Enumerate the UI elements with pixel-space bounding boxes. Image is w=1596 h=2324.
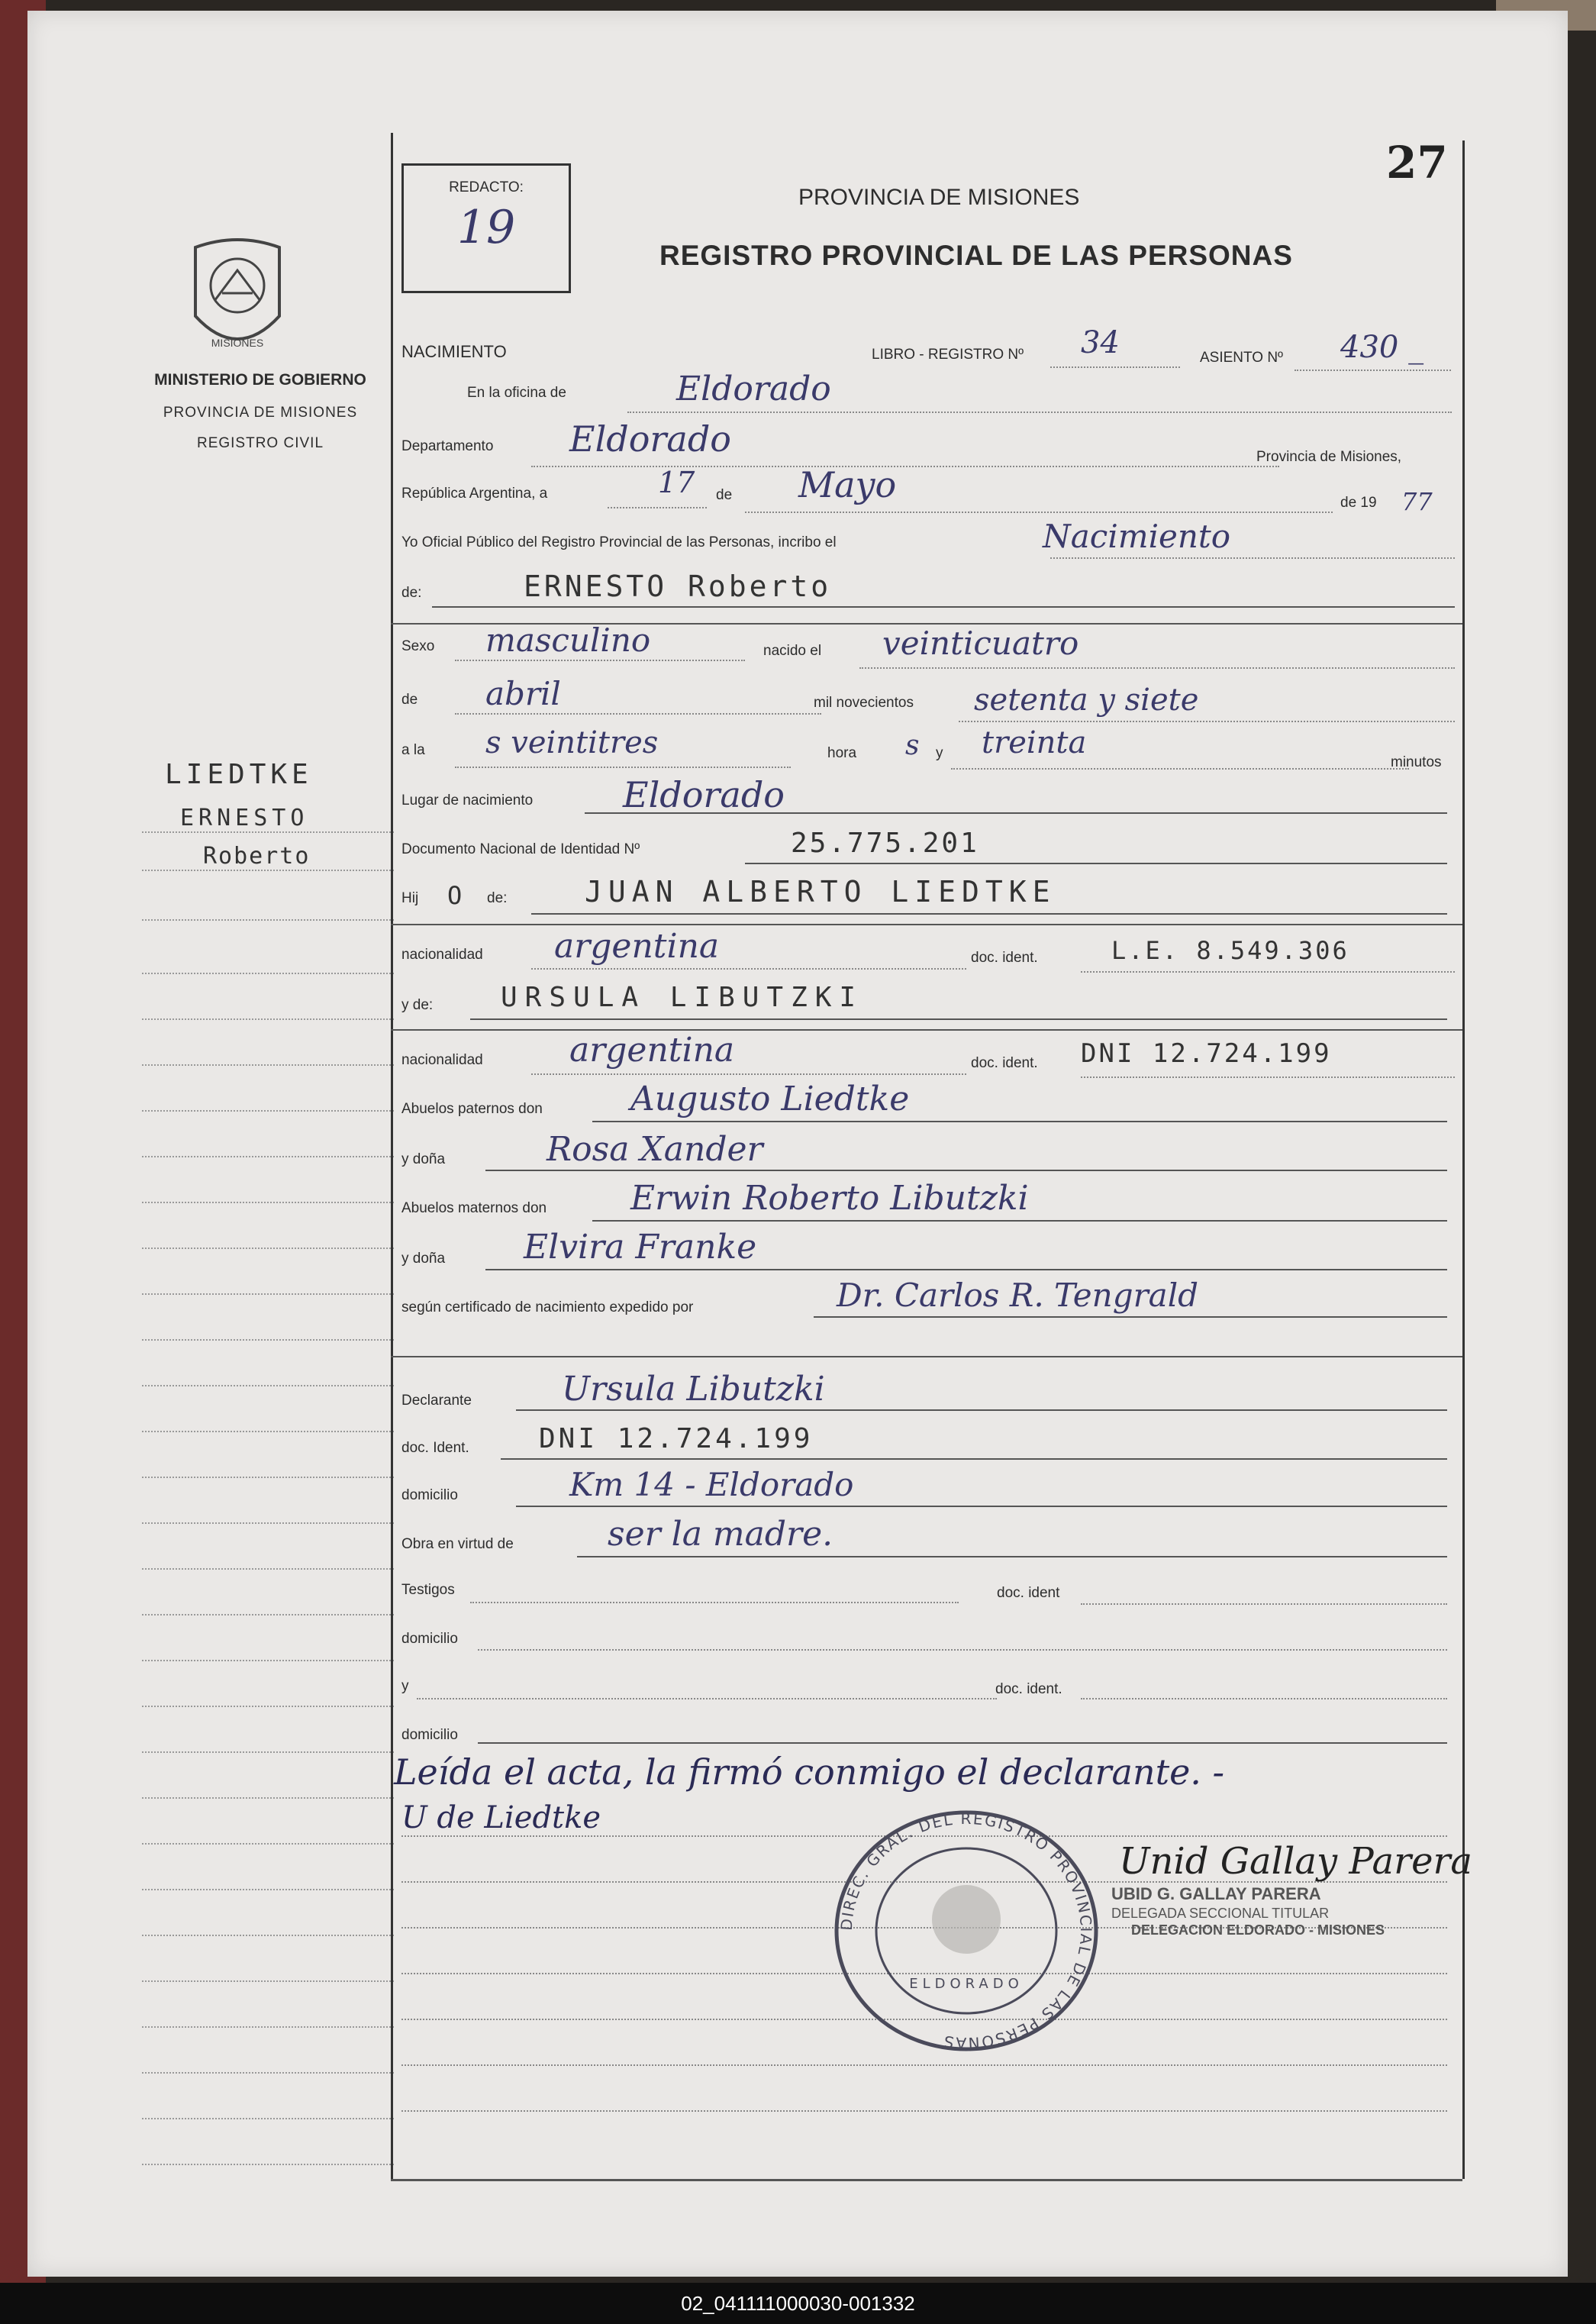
mil-label: mil novecientos	[814, 695, 914, 711]
closing-text: Leída el acta, la firmó conmigo el declarante. -	[394, 1751, 1225, 1793]
record-type: NACIMIENTO	[401, 342, 507, 361]
left-province-label: PROVINCIA DE MISIONES	[163, 405, 358, 421]
hora-pre-label: a la	[401, 742, 425, 758]
abp-value: Augusto Liedtke	[630, 1080, 910, 1118]
mes-nac-value: abril	[485, 675, 561, 712]
sexo-label: Sexo	[401, 638, 435, 654]
lugar-value: Eldorado	[623, 774, 785, 815]
padre-value: JUAN ALBERTO LIEDTKE	[585, 875, 1056, 909]
doc1-value: L.E. 8.549.306	[1111, 936, 1349, 965]
y-label: y	[936, 745, 943, 761]
asiento-label: ASIENTO Nº	[1200, 350, 1283, 366]
departamento-label: Departamento	[401, 438, 494, 454]
cert-label: según certificado de nacimiento expedido por	[401, 1299, 694, 1315]
minutos-label: minutos	[1391, 754, 1442, 770]
nombre-value: ERNESTO Roberto	[524, 570, 832, 603]
official-signature: Unid Gallay Parera	[1119, 1840, 1473, 1883]
y-t-label: y	[401, 1678, 409, 1694]
declarante-value: Ursula Libutzki	[562, 1370, 825, 1409]
nac1-value: argentina	[554, 927, 720, 966]
abp-label: Abuelos paternos don	[401, 1101, 543, 1117]
obra-label: Obra en virtud de	[401, 1536, 514, 1552]
domicilio3-label: domicilio	[401, 1727, 458, 1743]
dni-value: 25.775.201	[791, 828, 979, 859]
left-office-label: REGISTRO CIVIL	[196, 435, 324, 451]
testigos-label: Testigos	[401, 1582, 455, 1598]
sexo-value: masculino	[485, 621, 651, 659]
obra-value: ser la madre.	[608, 1515, 833, 1554]
redacto-box	[401, 163, 571, 293]
nacido-value: veinticuatro	[882, 625, 1079, 662]
nombre-label: de:	[401, 585, 422, 601]
margin-name1: ERNESTO	[180, 805, 309, 831]
redacto-value: 19	[456, 201, 516, 254]
official-title: DELEGADA SECCIONAL TITULAR	[1111, 1906, 1330, 1921]
mil-value: setenta y siete	[974, 683, 1199, 718]
doc2-value: DNI 12.724.199	[1081, 1038, 1332, 1069]
dona2-label: y doña	[401, 1251, 446, 1267]
mes-nac-label: de	[401, 692, 418, 708]
anio-label: de 19	[1340, 495, 1377, 511]
stamp-text: DIREC. GRAL. DEL REGISTRO PROVINCIAL DE LAS PERSONAS	[837, 1809, 1096, 2053]
page-number: 27	[1386, 137, 1448, 189]
provincia-label: Provincia de Misiones,	[1256, 449, 1402, 465]
dia-value: 17	[658, 466, 695, 499]
mes-value: Mayo	[798, 464, 897, 505]
margin-name2: Roberto	[203, 843, 311, 870]
declarante-label: Declarante	[401, 1393, 472, 1409]
nac2-value: argentina	[569, 1031, 735, 1070]
domicilio2-label: domicilio	[401, 1631, 458, 1647]
stamp-city: ELDORADO	[909, 1976, 1024, 1992]
nac1-label: nacionalidad	[401, 947, 483, 963]
ministry-label: MINISTERIO DE GOBIERNO	[154, 371, 366, 389]
frame-left-line	[391, 133, 393, 2179]
anio-value: 77	[1401, 487, 1433, 516]
departamento-value: Eldorado	[569, 418, 731, 460]
libro-label: LIBRO - REGISTRO Nº	[872, 347, 1024, 363]
lugar-label: Lugar de nacimiento	[401, 792, 534, 809]
header-title: REGISTRO PROVINCIAL DE LAS PERSONAS	[659, 240, 1293, 271]
nacido-label: nacido el	[763, 643, 822, 659]
de-label: de	[716, 487, 733, 503]
nac2-label: nacionalidad	[401, 1052, 483, 1068]
doc2-label: doc. ident.	[971, 1055, 1038, 1071]
republica-label: República Argentina, a	[401, 486, 548, 502]
header-province: PROVINCIA DE MISIONES	[798, 185, 1080, 210]
cert-value: Dr. Carlos R. Tengrald	[837, 1277, 1199, 1314]
official-stamp	[821, 1805, 1111, 2057]
domicilio-label: domicilio	[401, 1487, 458, 1503]
hijo-suffix: O	[447, 881, 467, 910]
dona1-value: Rosa Xander	[547, 1130, 763, 1169]
footer-id: 02_041111000030-001332	[0, 2283, 1596, 2324]
oficina-value: Eldorado	[676, 370, 831, 408]
dni-label: Documento Nacional de Identidad Nº	[401, 841, 640, 857]
hijo-de-label: de:	[487, 890, 508, 906]
libro-value: 34	[1081, 325, 1120, 360]
doc1-label: doc. ident.	[971, 950, 1038, 966]
register-page	[27, 11, 1568, 2277]
hijo-label: Hij	[401, 890, 419, 906]
yo-value: Nacimiento	[1043, 518, 1231, 555]
province-emblem-icon	[180, 232, 295, 362]
hora-value: s	[905, 730, 920, 761]
docdecl-label: doc. Ident.	[401, 1440, 469, 1456]
oficina-label: En la oficina de	[467, 385, 566, 401]
dona2-value: Elvira Franke	[524, 1228, 757, 1267]
yo-label: Yo Oficial Público del Registro Provincial de las Personas, incribo el	[401, 534, 837, 550]
official-name: UBID G. GALLAY PARERA	[1111, 1884, 1321, 1903]
margin-surname: LIEDTKE	[165, 759, 313, 790]
asiento-value: 430 _	[1340, 330, 1424, 365]
hora-label: hora	[827, 745, 857, 761]
declarante-signature: U de Liedtke	[401, 1800, 601, 1835]
madre-value: URSULA LIBUTZKI	[501, 982, 864, 1013]
madre-label: y de:	[401, 997, 434, 1013]
official-office: DELEGACION ELDORADO - MISIONES	[1131, 1922, 1385, 1938]
abm-label: Abuelos maternos don	[401, 1200, 547, 1216]
domicilio-value: Km 14 - Eldorado	[569, 1466, 854, 1503]
abm-value: Erwin Roberto Libutzki	[630, 1179, 1029, 1218]
redacto-label: REDACTO:	[449, 179, 524, 195]
minutos-value: treinta	[982, 725, 1087, 760]
doc-t2-label: doc. ident.	[995, 1681, 1062, 1697]
hora-pre-value: s veintitres	[485, 725, 659, 760]
docdecl-value: DNI 12.724.199	[539, 1423, 814, 1454]
dona1-label: y doña	[401, 1151, 446, 1167]
svg-text:MISIONES: MISIONES	[211, 337, 264, 349]
doc-t-label: doc. ident	[997, 1585, 1060, 1601]
